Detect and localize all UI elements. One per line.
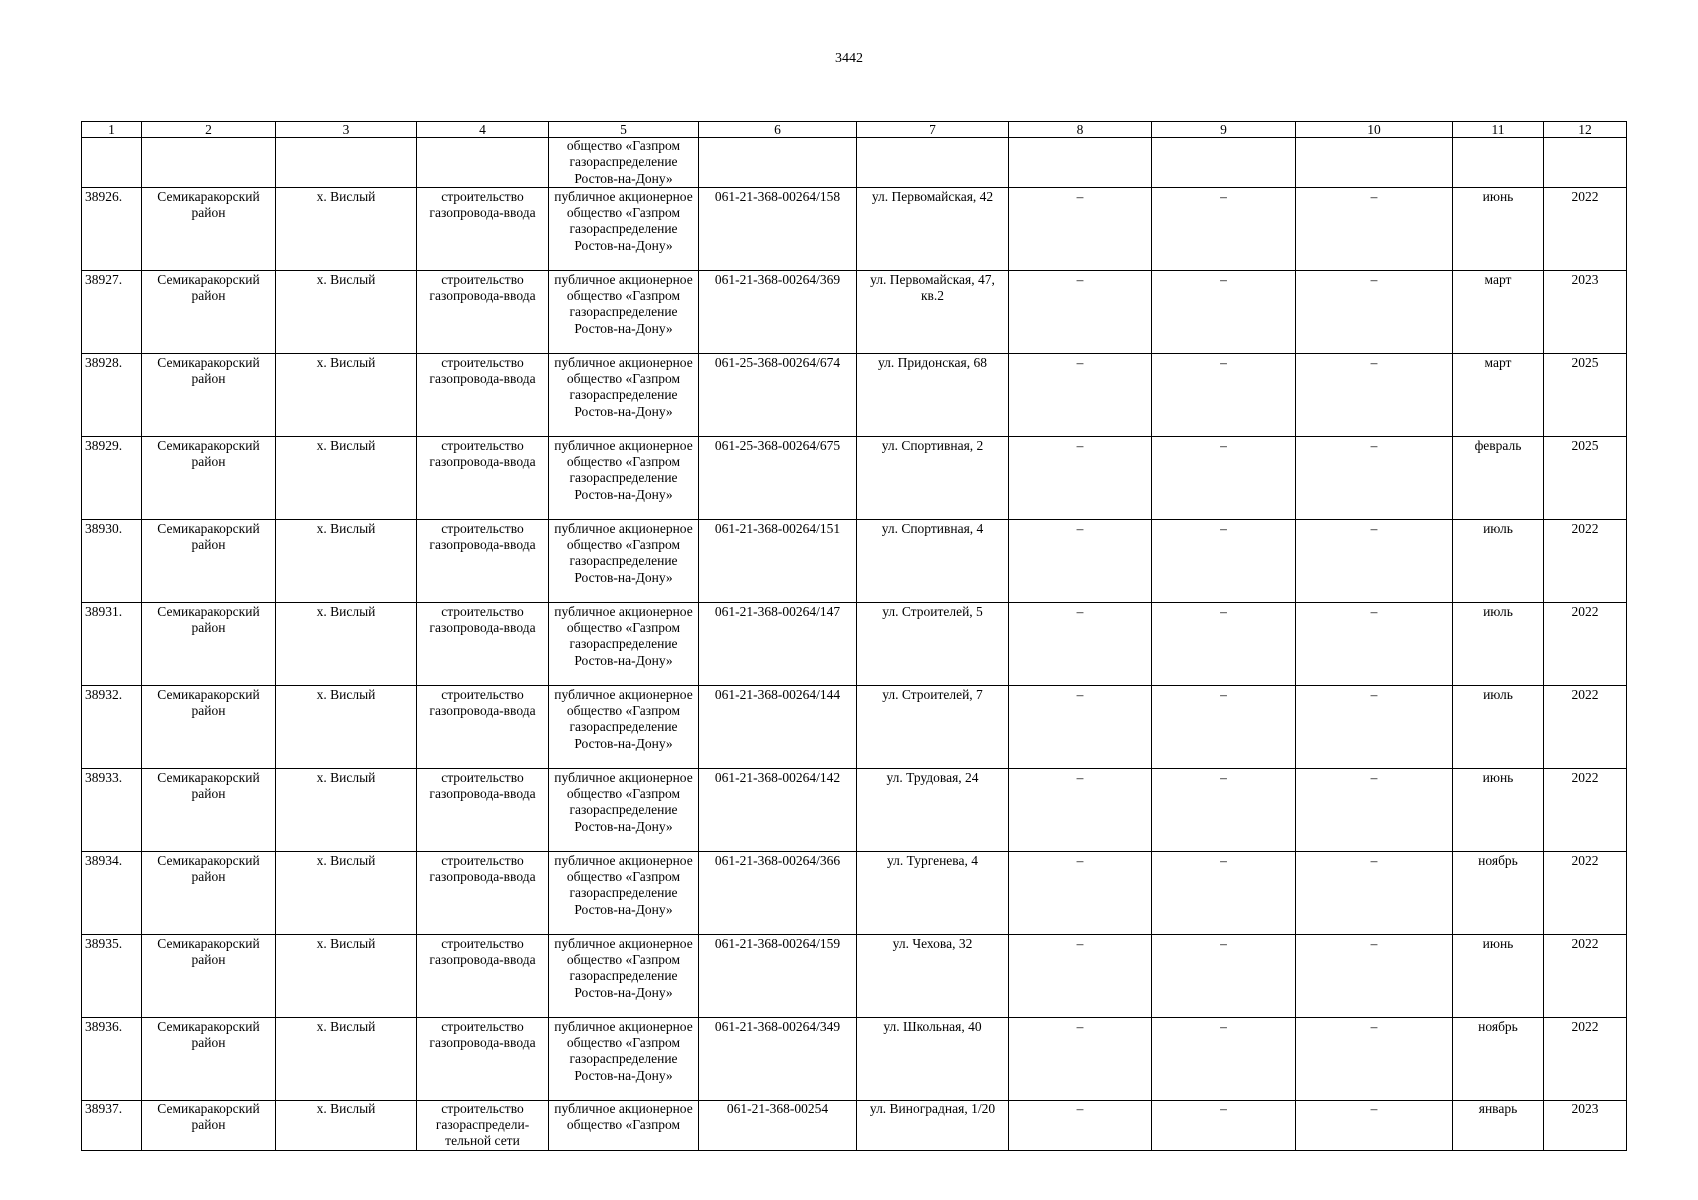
column-8-cell: – (1009, 353, 1152, 436)
row-number-cell: 38935. (82, 934, 142, 1017)
table-cell (857, 138, 1009, 188)
row-number-cell: 38926. (82, 187, 142, 270)
owner-cell: публичное акционерное общество «Газпром газораспределение Ростов-на-Дону» (549, 768, 699, 851)
table-cell (142, 138, 276, 188)
table-cell (276, 138, 417, 188)
column-10-cell: – (1296, 187, 1453, 270)
row-number-cell: 38930. (82, 519, 142, 602)
column-8-cell: – (1009, 1017, 1152, 1100)
column-9-cell: – (1152, 353, 1296, 436)
continuation-row (82, 138, 1627, 188)
district-cell: Семикаракорский район (142, 602, 276, 685)
column-header: 6 (699, 122, 857, 138)
column-9-cell: – (1152, 436, 1296, 519)
month-cell: июль (1453, 685, 1544, 768)
year-cell: 2025 (1544, 353, 1627, 436)
work-type-cell: строительство газопровода-ввода (417, 519, 549, 602)
work-type-cell: строительство газопровода-ввода (417, 685, 549, 768)
column-8-cell: – (1009, 851, 1152, 934)
table-row (82, 353, 1627, 436)
district-cell: Семикаракорский район (142, 270, 276, 353)
project-code-cell: 061-25-368-00264/674 (699, 353, 857, 436)
table-row (82, 1017, 1627, 1100)
table-row (82, 187, 1627, 270)
owner-cell: публичное акционерное общество «Газпром газораспределение Ростов-на-Дону» (549, 685, 699, 768)
month-cell: июнь (1453, 768, 1544, 851)
column-8-cell: – (1009, 436, 1152, 519)
owner-cell: публичное акционерное общество «Газпром газораспределение Ростов-на-Дону» (549, 851, 699, 934)
table-cell (82, 138, 142, 188)
project-code-cell: 061-21-368-00254 (699, 1100, 857, 1150)
year-cell: 2022 (1544, 685, 1627, 768)
column-9-cell: – (1152, 934, 1296, 1017)
work-type-cell: строительство газопровода-ввода (417, 934, 549, 1017)
column-10-cell: – (1296, 1017, 1453, 1100)
column-header: 11 (1453, 122, 1544, 138)
column-10-cell: – (1296, 685, 1453, 768)
locality-cell: х. Вислый (276, 768, 417, 851)
work-type-cell: строительство газопровода-ввода (417, 1017, 549, 1100)
row-number-cell: 38932. (82, 685, 142, 768)
table-cell (417, 138, 549, 188)
project-code-cell: 061-21-368-00264/158 (699, 187, 857, 270)
page-number: 3442 (835, 51, 863, 66)
work-type-cell: строительство газораспредели-тельной сети (417, 1100, 549, 1150)
table-cell (1544, 138, 1627, 188)
year-cell: 2022 (1544, 602, 1627, 685)
address-cell: ул. Виноградная, 1/20 (857, 1100, 1009, 1150)
month-cell: февраль (1453, 436, 1544, 519)
owner-cell: публичное акционерное общество «Газпром газораспределение Ростов-на-Дону» (549, 353, 699, 436)
month-cell: ноябрь (1453, 1017, 1544, 1100)
column-8-cell: – (1009, 270, 1152, 353)
month-cell: март (1453, 353, 1544, 436)
table-cell (699, 138, 857, 188)
column-header: 10 (1296, 122, 1453, 138)
owner-cell: публичное акционерное общество «Газпром газораспределение Ростов-на-Дону» (549, 1017, 699, 1100)
table-row (82, 768, 1627, 851)
work-type-cell: строительство газопровода-ввода (417, 436, 549, 519)
locality-cell: х. Вислый (276, 436, 417, 519)
district-cell: Семикаракорский район (142, 851, 276, 934)
year-cell: 2023 (1544, 1100, 1627, 1150)
column-header: 1 (82, 122, 142, 138)
work-type-cell: строительство газопровода-ввода (417, 602, 549, 685)
month-cell: июнь (1453, 187, 1544, 270)
owner-cell: публичное акционерное общество «Газпром газораспределение Ростов-на-Дону» (549, 436, 699, 519)
table-row (82, 602, 1627, 685)
month-cell: июль (1453, 519, 1544, 602)
column-8-cell: – (1009, 685, 1152, 768)
column-8-cell: – (1009, 602, 1152, 685)
district-cell: Семикаракорский район (142, 685, 276, 768)
table-row (82, 519, 1627, 602)
row-number-cell: 38937. (82, 1100, 142, 1150)
address-cell: ул. Придонская, 68 (857, 353, 1009, 436)
registry-table (81, 121, 1627, 1151)
month-cell: июнь (1453, 934, 1544, 1017)
year-cell: 2023 (1544, 270, 1627, 353)
district-cell: Семикаракорский район (142, 187, 276, 270)
column-header: 8 (1009, 122, 1152, 138)
month-cell: ноябрь (1453, 851, 1544, 934)
work-type-cell: строительство газопровода-ввода (417, 270, 549, 353)
project-code-cell: 061-25-368-00264/675 (699, 436, 857, 519)
locality-cell: х. Вислый (276, 1100, 417, 1150)
project-code-cell: 061-21-368-00264/369 (699, 270, 857, 353)
owner-cell: публичное акционерное общество «Газпром газораспределение Ростов-на-Дону» (549, 934, 699, 1017)
owner-cell: публичное акционерное общество «Газпром газораспределение Ростов-на-Дону» (549, 270, 699, 353)
month-cell: июль (1453, 602, 1544, 685)
district-cell: Семикаракорский район (142, 934, 276, 1017)
district-cell: Семикаракорский район (142, 519, 276, 602)
column-10-cell: – (1296, 436, 1453, 519)
locality-cell: х. Вислый (276, 353, 417, 436)
continuation-owner-cell: общество «Газпром газораспределение Ростов-на-Дону» (549, 138, 699, 188)
table-cell (1453, 138, 1544, 188)
row-number-cell: 38936. (82, 1017, 142, 1100)
project-code-cell: 061-21-368-00264/147 (699, 602, 857, 685)
column-9-cell: – (1152, 1017, 1296, 1100)
table-row (82, 851, 1627, 934)
column-10-cell: – (1296, 768, 1453, 851)
year-cell: 2022 (1544, 768, 1627, 851)
address-cell: ул. Спортивная, 2 (857, 436, 1009, 519)
locality-cell: х. Вислый (276, 187, 417, 270)
locality-cell: х. Вислый (276, 519, 417, 602)
table-row (82, 685, 1627, 768)
address-cell: ул. Строителей, 5 (857, 602, 1009, 685)
month-cell: март (1453, 270, 1544, 353)
owner-cell: публичное акционерное общество «Газпром газораспределение Ростов-на-Дону» (549, 602, 699, 685)
year-cell: 2022 (1544, 1017, 1627, 1100)
column-9-cell: – (1152, 685, 1296, 768)
project-code-cell: 061-21-368-00264/151 (699, 519, 857, 602)
table-cell (1009, 138, 1152, 188)
project-code-cell: 061-21-368-00264/349 (699, 1017, 857, 1100)
year-cell: 2022 (1544, 519, 1627, 602)
column-9-cell: – (1152, 851, 1296, 934)
table-row (82, 934, 1627, 1017)
column-9-cell: – (1152, 270, 1296, 353)
address-cell: ул. Спортивная, 4 (857, 519, 1009, 602)
column-9-cell: – (1152, 1100, 1296, 1150)
work-type-cell: строительство газопровода-ввода (417, 353, 549, 436)
column-9-cell: – (1152, 187, 1296, 270)
row-number-cell: 38934. (82, 851, 142, 934)
work-type-cell: строительство газопровода-ввода (417, 187, 549, 270)
locality-cell: х. Вислый (276, 934, 417, 1017)
year-cell: 2022 (1544, 934, 1627, 1017)
column-header: 2 (142, 122, 276, 138)
year-cell: 2025 (1544, 436, 1627, 519)
address-cell: ул. Первомайская, 47, кв.2 (857, 270, 1009, 353)
table-row (82, 1100, 1627, 1150)
column-8-cell: – (1009, 519, 1152, 602)
project-code-cell: 061-21-368-00264/366 (699, 851, 857, 934)
project-code-cell: 061-21-368-00264/159 (699, 934, 857, 1017)
year-cell: 2022 (1544, 187, 1627, 270)
table-cell (1152, 138, 1296, 188)
address-cell: ул. Трудовая, 24 (857, 768, 1009, 851)
address-cell: ул. Чехова, 32 (857, 934, 1009, 1017)
column-8-cell: – (1009, 768, 1152, 851)
column-header: 5 (549, 122, 699, 138)
column-8-cell: – (1009, 934, 1152, 1017)
column-10-cell: – (1296, 602, 1453, 685)
column-header-row (82, 122, 1627, 138)
year-cell: 2022 (1544, 851, 1627, 934)
table-row (82, 270, 1627, 353)
locality-cell: х. Вислый (276, 685, 417, 768)
column-10-cell: – (1296, 1100, 1453, 1150)
column-9-cell: – (1152, 519, 1296, 602)
column-9-cell: – (1152, 602, 1296, 685)
row-number-cell: 38927. (82, 270, 142, 353)
row-number-cell: 38929. (82, 436, 142, 519)
district-cell: Семикаракорский район (142, 436, 276, 519)
column-10-cell: – (1296, 851, 1453, 934)
table-body (82, 122, 1627, 1151)
locality-cell: х. Вислый (276, 851, 417, 934)
column-header: 3 (276, 122, 417, 138)
project-code-cell: 061-21-368-00264/142 (699, 768, 857, 851)
column-header: 4 (417, 122, 549, 138)
column-10-cell: – (1296, 934, 1453, 1017)
month-cell: январь (1453, 1100, 1544, 1150)
column-10-cell: – (1296, 353, 1453, 436)
locality-cell: х. Вислый (276, 270, 417, 353)
locality-cell: х. Вислый (276, 1017, 417, 1100)
column-header: 9 (1152, 122, 1296, 138)
address-cell: ул. Школьная, 40 (857, 1017, 1009, 1100)
owner-cell: публичное акционерное общество «Газпром (549, 1100, 699, 1150)
row-number-cell: 38931. (82, 602, 142, 685)
column-10-cell: – (1296, 519, 1453, 602)
table-row (82, 436, 1627, 519)
table-cell (1296, 138, 1453, 188)
district-cell: Семикаракорский район (142, 1100, 276, 1150)
district-cell: Семикаракорский район (142, 353, 276, 436)
work-type-cell: строительство газопровода-ввода (417, 851, 549, 934)
address-cell: ул. Строителей, 7 (857, 685, 1009, 768)
column-8-cell: – (1009, 1100, 1152, 1150)
address-cell: ул. Тургенева, 4 (857, 851, 1009, 934)
column-10-cell: – (1296, 270, 1453, 353)
row-number-cell: 38928. (82, 353, 142, 436)
column-9-cell: – (1152, 768, 1296, 851)
owner-cell: публичное акционерное общество «Газпром газораспределение Ростов-на-Дону» (549, 519, 699, 602)
row-number-cell: 38933. (82, 768, 142, 851)
address-cell: ул. Первомайская, 42 (857, 187, 1009, 270)
owner-cell: публичное акционерное общество «Газпром газораспределение Ростов-на-Дону» (549, 187, 699, 270)
district-cell: Семикаракорский район (142, 1017, 276, 1100)
locality-cell: х. Вислый (276, 602, 417, 685)
district-cell: Семикаракорский район (142, 768, 276, 851)
column-8-cell: – (1009, 187, 1152, 270)
column-header: 7 (857, 122, 1009, 138)
project-code-cell: 061-21-368-00264/144 (699, 685, 857, 768)
work-type-cell: строительство газопровода-ввода (417, 768, 549, 851)
column-header: 12 (1544, 122, 1627, 138)
